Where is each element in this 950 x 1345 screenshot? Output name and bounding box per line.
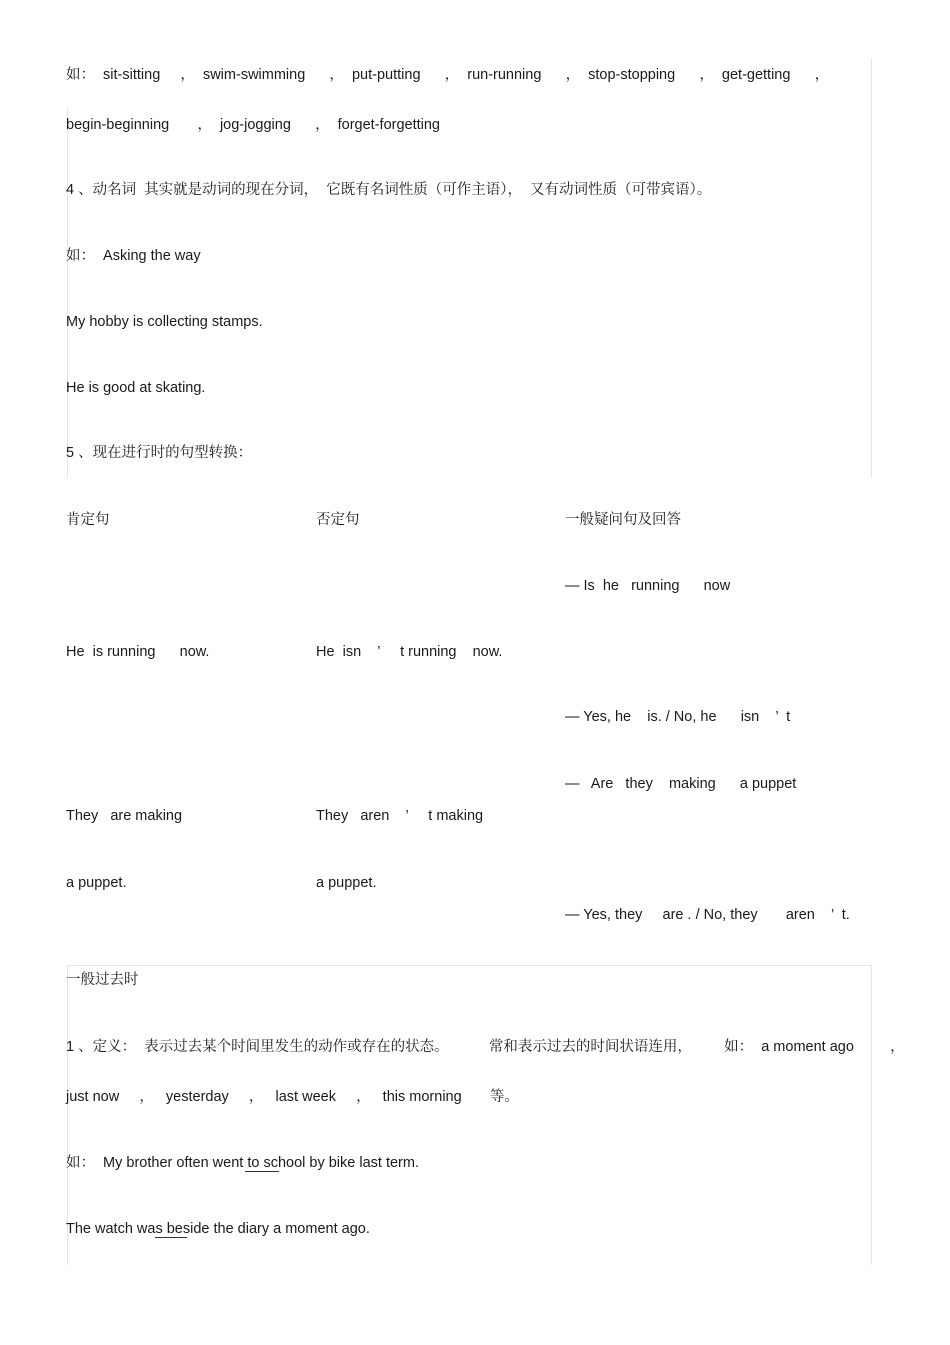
past-definition-line-2: just now ， yesterday ， last week ， this morning 等。 <box>66 1089 519 1105</box>
example-hobby: My hobby is collecting stamps. <box>66 314 263 330</box>
row2-question: — Are they making a puppet <box>565 776 797 792</box>
row2-answer: — Yes, they are . / No, they aren ’ t. <box>565 907 850 923</box>
row1-answer: — Yes, he is. / No, he isn ’ t <box>565 709 791 725</box>
right-border-upper <box>871 58 872 478</box>
left-border-upper <box>67 108 68 478</box>
past-definition-line-1: 1 、定义： 表示过去某个时间里发生的动作或存在的状态。 常和表示过去的时间状语连用， 如： a moment ago ， <box>66 1039 905 1055</box>
header-negative: 否定句 <box>316 512 360 528</box>
examples-line-1: 如： sit-sitting ， swim-swimming ， put-putting ， run-running ， stop-stopping ， get-getting ， <box>66 67 830 83</box>
past-example-1: 如： My brother often went to school by bike last term. <box>66 1155 419 1171</box>
point-4-gerund: 4 、动名词 其实就是动词的现在分词， 它既有名词性质（可作主语）， 又有动词性质（可带宾语）。 <box>66 182 712 198</box>
point-5-transform: 5 、现在进行时的句型转换： <box>66 445 253 461</box>
underline-to-school <box>245 1171 279 1172</box>
past-example-2: The watch was beside the diary a moment ago. <box>66 1221 370 1237</box>
past-tense-title: 一般过去时 <box>66 972 139 988</box>
row2-affirmative-1: They are making <box>66 808 183 824</box>
row1-affirmative: He is running now. <box>66 644 210 660</box>
row2-negative-1: They aren ’ t making <box>316 808 484 824</box>
right-border-lower <box>871 965 872 1265</box>
example-skating: He is good at skating. <box>66 380 206 396</box>
row2-negative-2: a puppet. <box>316 875 377 891</box>
row1-question: — Is he running now <box>565 578 731 594</box>
section-divider <box>67 965 872 966</box>
header-affirmative: 肯定句 <box>66 512 110 528</box>
examples-line-2: begin-beginning ， jog-jogging ， forget-forgetting <box>66 117 440 133</box>
underline-was-beside <box>155 1237 187 1238</box>
row2-affirmative-2: a puppet. <box>66 875 127 891</box>
header-question: 一般疑问句及回答 <box>565 512 681 528</box>
example-asking-the-way: 如： Asking the way <box>66 248 201 264</box>
row1-negative: He isn ’ t running now. <box>316 644 503 660</box>
